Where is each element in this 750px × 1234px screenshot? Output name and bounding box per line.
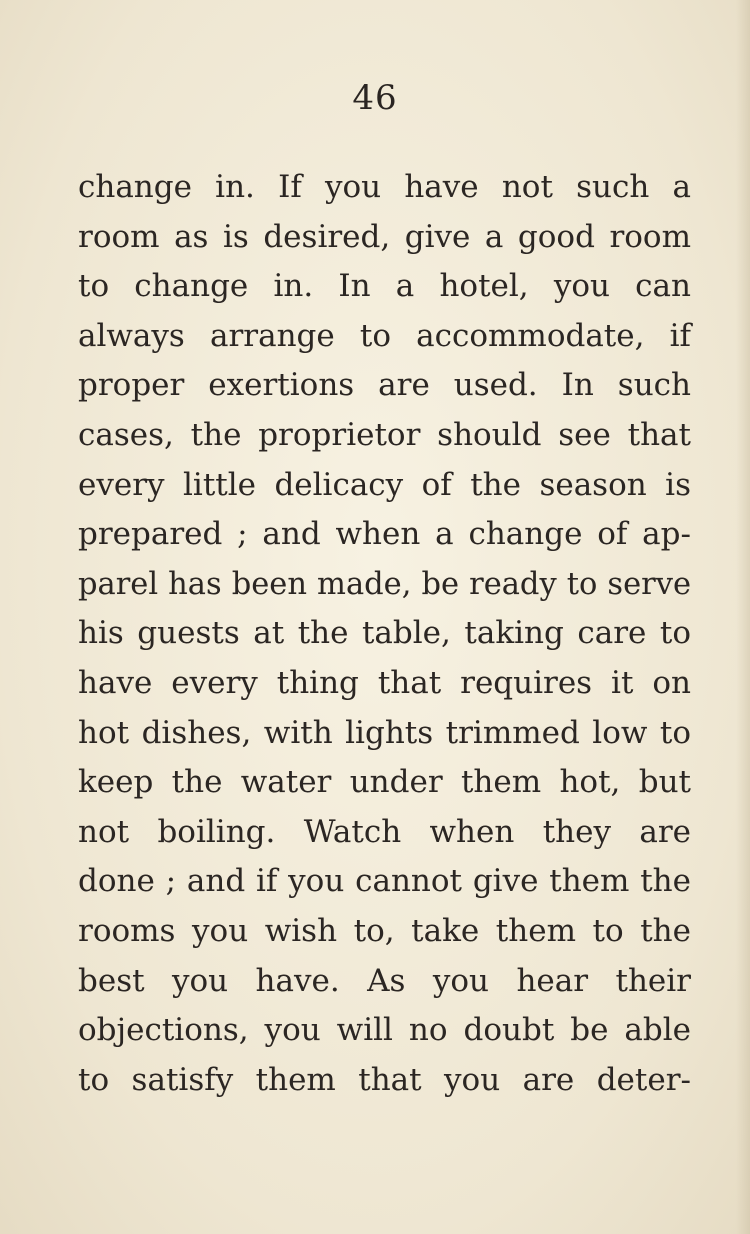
- text-line: always arrange to accommodate, if: [78, 317, 691, 354]
- text-line: hot dishes, with lights trimmed low to: [78, 714, 691, 751]
- page-edge-shadow: [736, 0, 750, 1234]
- text-line: done ; and if you cannot give them the: [78, 863, 691, 900]
- text-line: keep the water under them hot, but: [78, 764, 691, 801]
- text-line: have every thing that requires it on: [78, 664, 691, 701]
- text-line: to change in. In a hotel, you can: [78, 268, 691, 305]
- text-line: objections, you will no doubt be able: [78, 1012, 691, 1049]
- text-line: to satisfy them that you are deter-: [78, 1061, 691, 1098]
- text-line: not boiling. Watch when they are: [78, 813, 691, 850]
- text-line: prepared ; and when a change of ap-: [78, 516, 691, 553]
- text-line: room as is desired, give a good room: [78, 218, 691, 255]
- body-text: [78, 163, 691, 1105]
- text-line: change in. If you have not such a: [78, 169, 691, 205]
- text-line: cases, the proprietor should see that: [78, 416, 691, 453]
- text-line: best you have. As you hear their: [78, 962, 691, 999]
- text-line: parel has been made, be ready to serve: [78, 566, 691, 602]
- text-line: his guests at the table, taking care to: [78, 615, 691, 652]
- text-line: proper exertions are used. In such: [78, 367, 691, 404]
- text-line: rooms you wish to, take them to the: [78, 912, 691, 949]
- text-line: every little delicacy of the season is: [78, 466, 691, 503]
- page-number: 46: [352, 78, 398, 118]
